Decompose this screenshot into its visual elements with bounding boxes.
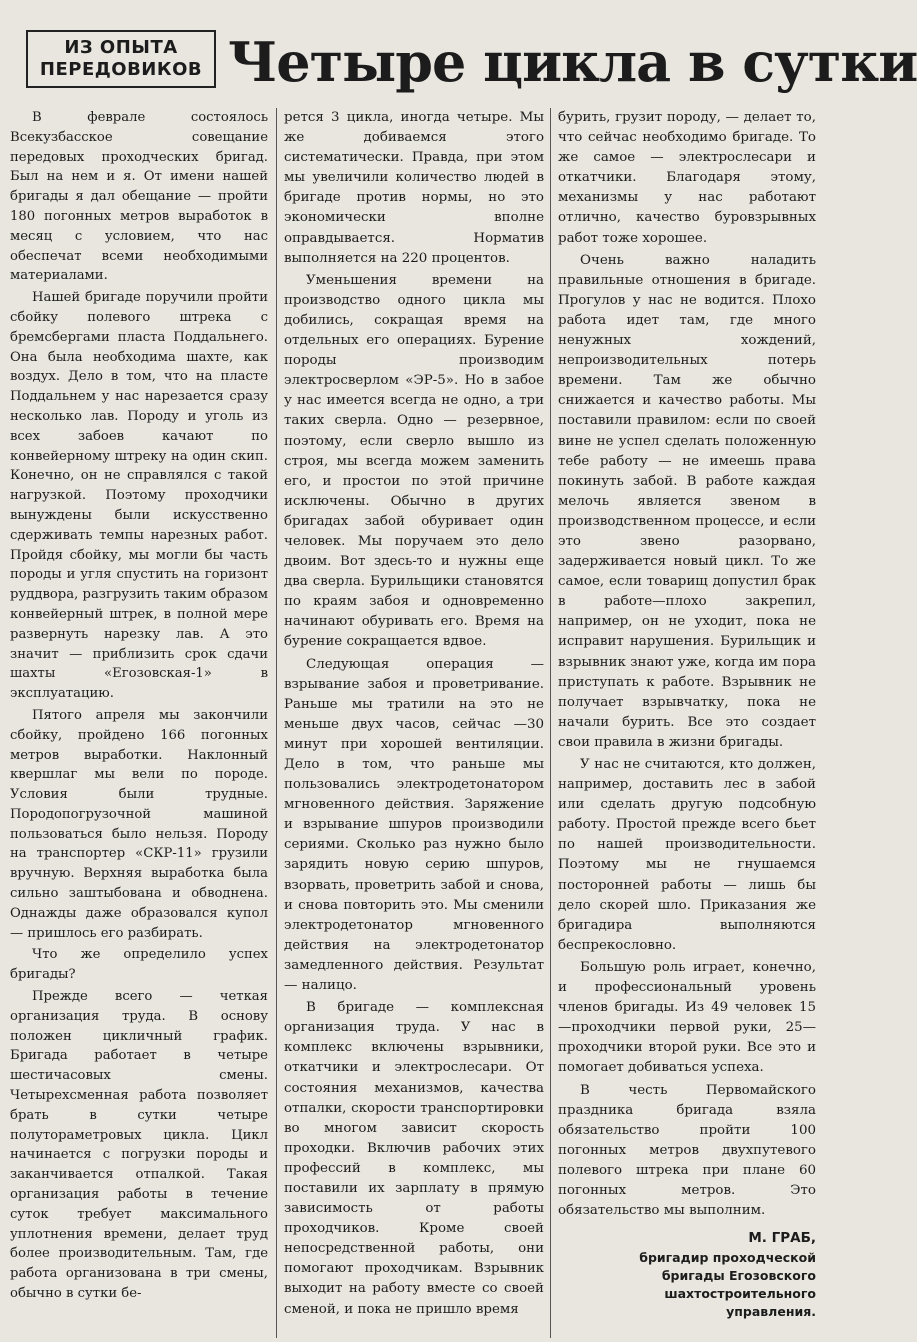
paragraph: Большую роль играет, конечно, и профессиональный уровень членов бригады. Из 49 человек 15—проходчики первой руки, 25—проходчики второй руки. Все это и помогает добиваться успеха. bbox=[558, 959, 816, 1076]
paragraph: Прежде всего — четкая организация труда. В основу положен цикличный график. Бригада работает в четыре шестичасовых смены. Четырехсменная работа позволяет брать в сутки четыре полутораметровых цикла. Цикл начинается с погрузки породы и заканчивается отпалкой. Такая организация работы в течение суток требует максимального уплотнения времени, делает труд более производительным. Там, где работа организована в три смены, обычно в сутки бе- bbox=[10, 989, 268, 1302]
rubric-box bbox=[26, 30, 216, 88]
column-divider bbox=[550, 108, 551, 1338]
paragraph: Пятого апреля мы закончили сбойку, пройдено 166 погонных метров выработки. Наклонный квершлаг мы вели по породе. Условия были трудные. Породопогрузочной машиной пользоваться было нельзя. Породу на транспортер «СКР-11» грузили вручную. Верхняя выработка была сильно заштыбована и обводнена. Однажды даже образовался купол — пришлось его разбирать. bbox=[10, 707, 268, 941]
author-title-line: управления. bbox=[726, 1304, 816, 1320]
rubric-line-2: ПЕРЕДОВИКОВ bbox=[39, 59, 203, 80]
paragraph: рется 3 цикла, иногда четыре. Мы же добиваемся этого систематически. Правда, при этом мы увеличили количество людей в бригаде против нормы, но это экономически вполне оправдывается. Норматив выполняется на 220 процентов. bbox=[284, 110, 544, 266]
author-name: М. ГРАБ, bbox=[748, 1230, 816, 1247]
paragraph: У нас не считаются, кто должен, например, доставить лес в забой или сделать другую подсобную работу. Простой прежде всего бьет по нашей производительности. Поэтому мы не гнушаемся посторонней работы — лишь бы дело скорей шло. Приказания же бригадира выполняются беспрекословно. bbox=[558, 757, 816, 953]
paragraph: Что же определило успех бригады? bbox=[10, 947, 268, 983]
author-title-line: бригады Егозовского bbox=[661, 1268, 816, 1284]
column-divider bbox=[276, 108, 277, 1338]
paragraph: В феврале состоялось Всекузбасское совещание передовых проходческих бригад. Был на нем и я. От имени нашей бригады я дал обещание — пройти 180 погонных метров выработок в месяц с условием, что нас обеспечат всеми необходимыми материалами. bbox=[10, 110, 268, 284]
paragraph: Очень важно наладить правильные отношения в бригаде. Прогулов у нас не водится. Плохо работа идет там, где много ненужных хождений, непроизводительных потерь времени. Там же обычно снижается и качество работы. Мы поставили правилом: если по своей вине не успел сделать положенную тебе работу — не имеешь права покинуть забой. В работе каждая мелочь является звеном в производственном процессе, и если это звено разорвано, задерживается новый цикл. То же самое, если товарищ допустил брак в работе—плохо закрепил, например, он не уходит, пока не исправит нарушения. Бурильщик и взрывник знают уже, когда им пора приступать к работе. Взрывник не получает взрывчатку, пока не начали бурить. Все это создает свои правила в жизни бригады. bbox=[558, 252, 816, 750]
paragraph: В честь Первомайского праздника бригада взяла обязательство пройти 100 погонных метров двухпутевого полевого штрека при плане 60 погонных метров. Это обязательство мы выполним. bbox=[558, 1082, 816, 1219]
author-title-line: бригадир проходческой bbox=[639, 1250, 816, 1266]
author-signature bbox=[558, 1229, 816, 1321]
article-headline: Четыре цикла в сутки bbox=[228, 30, 917, 94]
paragraph: Следующая операция — взрывание забоя и проветривание. Раньше мы тратили на это не меньше двух часов, сейчас —30 минут при хорошей вентиляции. Дело в том, что раньше мы пользовались электродетонатором мгновенного действия. Заряжение и взрывание шпуров производили сериями. Сколько раз нужно было зарядить новую серию шпуров, взорвать, проветрить забой и снова, и снова повторить это. Мы сменили электродетонатор мгновенного действия на электродетонатор замедленного действия. Результат — налицо. bbox=[284, 656, 544, 994]
paragraph: В бригаде — комплексная организация труда. У нас в комплекс включены взрывники, откатчики и электрослесари. От состояния механизмов, качества отпалки, скорости транспортировки во многом зависит скорость проходки. Включив рабочих этих профессий в комплекс, мы поставили их зарплату в прямую зависимость от работы проходчиков. Кроме своей непосредственной работы, они помогают проходчикам. Взрывник выходит на работу вместе со своей сменой, и пока не пришло время bbox=[284, 1000, 544, 1317]
paragraph: Уменьшения времени на производство одного цикла мы добились, сокращая время на отдельных его операциях. Бурение породы производим электросверлом «ЭР-5». Но в забое у нас имеется всегда не одно, а три таких сверла. Одно — резервное, поэтому, если сверло вышло из строя, мы всегда можем заменить его, и простои по этой причине исключены. Обычно в других бригадах забой обуривает один человек. Мы поручаем это дело двоим. Вот здесь-то и нужны еще два сверла. Бурильщики становятся по краям забоя и одновременно начинают обуривать его. Время на бурение сокращается вдвое. bbox=[284, 272, 544, 650]
text-column-1 bbox=[10, 108, 268, 1304]
author-title-line: шахтостроительного bbox=[664, 1286, 816, 1302]
rubric-line-1: ИЗ ОПЫТА bbox=[64, 37, 178, 58]
paragraph: Нашей бригаде поручили пройти сбойку полевого штрека с бремсбергами пласта Поддальнего. Она была необходима шахте, как воздух. Дело в том, что на пласте Поддальнем у нас нарезается сразу несколько лав. Породу и уголь из всех забоев качают по конвейерному штреку на один скип. Конечно, он не справлялся с такой нагрузкой. Поэтому проходчики вынуждены были искусственно сдерживать темпы нарезных работ. Пройдя сбойку, мы могли бы часть породы и угля спустить на горизонт руддвора, разгрузить таким образом конвейерный штрек, в полной мере развернуть нарезку лав. А это значит — приблизить срок сдачи шахты «Егозовская-1» в эксплуатацию. bbox=[10, 290, 268, 702]
text-column-2 bbox=[284, 108, 544, 1320]
text-column-3 bbox=[558, 108, 816, 1321]
paragraph: бурить, грузит породу, — делает то, что сейчас необходимо бригаде. То же самое — электрослесари и откатчики. Благодаря этому, механизмы у нас работают отлично, качество буровзрывных работ тоже хорошее. bbox=[558, 110, 816, 246]
